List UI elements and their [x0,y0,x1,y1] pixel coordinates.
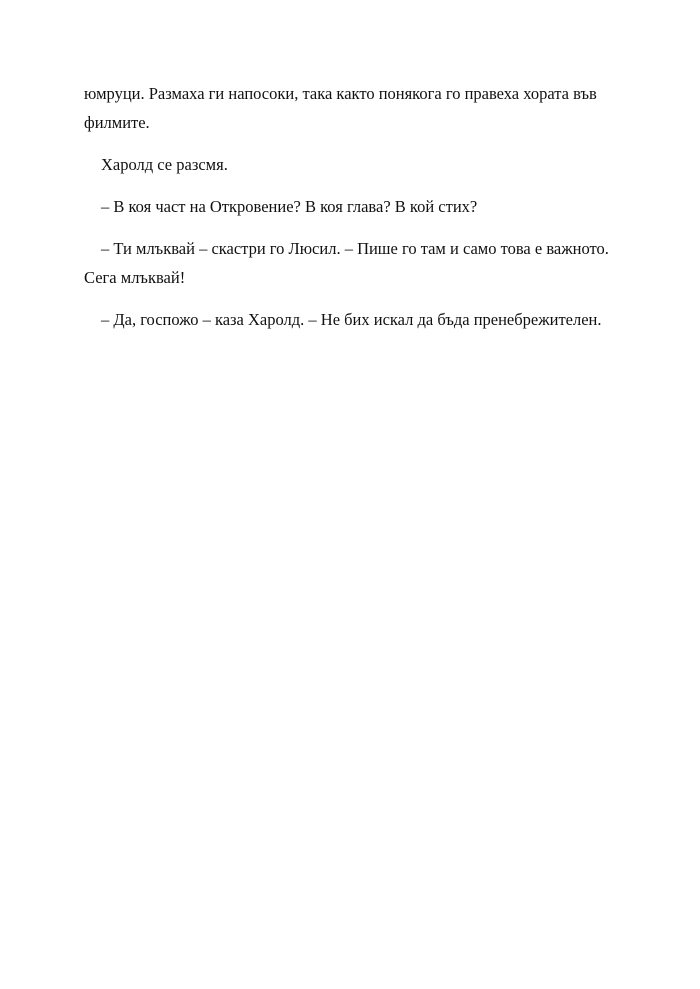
paragraph-4: – Ти млъквай – скастри го Люсил. – Пише го там и само това е важното. Сега млъквай! [84,239,609,287]
paragraph-2: Харолд се разсмя. [101,155,228,174]
paragraph-5: – Да, госпожо – каза Харолд. – Не бих искал да бъда пренебрежителен. [101,310,602,329]
paragraph-3: – В коя част на Откровение? В коя глава? В кой стих? [101,197,478,216]
text-body [84,79,624,347]
paragraph-1: юмруци. Размаха ги напосоки, така както понякога го правеха хората във филмите. [84,84,597,132]
